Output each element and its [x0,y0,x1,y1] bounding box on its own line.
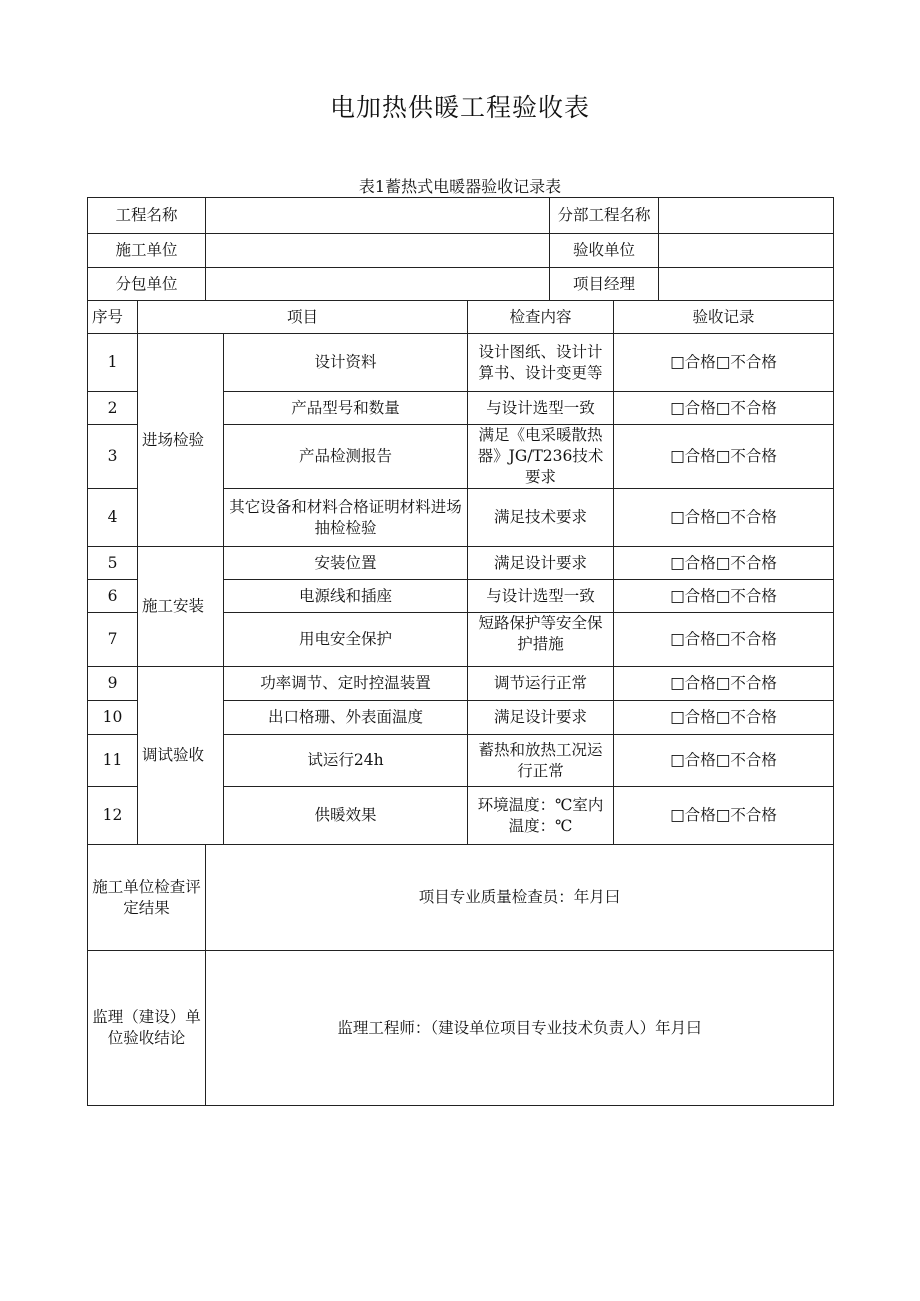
row-item: 供暖效果 [224,787,468,845]
row-content: 与设计选型一致 [468,580,614,613]
row-record[interactable]: □合格□不合格 [614,580,834,613]
row-record[interactable]: □合格□不合格 [614,425,834,489]
header-value[interactable] [206,268,550,301]
column-header-no: 序号 [88,301,138,334]
row-number: 11 [88,735,138,787]
row-content: 蓄热和放热工况运行正常 [468,735,614,787]
row-number: 6 [88,580,138,613]
column-header-item: 项目 [138,301,468,334]
header-row [88,268,834,301]
row-content: 满足设计要求 [468,701,614,735]
column-header-row [88,301,834,334]
supervision-conclusion-label: 监理（建设）单位验收结论 [88,951,206,1106]
row-content: 满足《电采暖散热器》JG/T236技术要求 [468,425,614,489]
row-content: 满足技术要求 [468,489,614,547]
row-record[interactable]: □合格□不合格 [614,334,834,392]
row-record[interactable]: □合格□不合格 [614,735,834,787]
row-number: 10 [88,701,138,735]
header-value[interactable] [206,234,550,268]
row-item: 用电安全保护 [224,613,468,667]
row-number: 7 [88,613,138,667]
row-number: 5 [88,547,138,580]
row-item: 设计资料 [224,334,468,392]
header-label: 分部工程名称 [550,198,659,234]
row-record[interactable]: □合格□不合格 [614,392,834,425]
header-label: 验收单位 [550,234,659,268]
row-item: 功率调节、定时控温装置 [224,667,468,701]
construction-evaluation-row [88,845,834,951]
header-value[interactable] [659,234,834,268]
row-item: 其它设备和材料合格证明材料进场抽检检验 [224,489,468,547]
row-record[interactable]: □合格□不合格 [614,667,834,701]
supervision-conclusion-text[interactable]: 监理工程师：（建设单位项目专业技术负责人）年月曰 [206,951,834,1106]
construction-evaluation-label: 施工单位检查评定结果 [88,845,206,951]
row-item: 安装位置 [224,547,468,580]
header-row [88,198,834,234]
header-value[interactable] [659,268,834,301]
acceptance-table [87,197,834,1106]
column-header-record: 验收记录 [614,301,834,334]
header-label: 施工单位 [88,234,206,268]
row-item: 试运行24h [224,735,468,787]
row-content: 短路保护等安全保护措施 [468,613,614,667]
construction-evaluation-text[interactable]: 项目专业质量检查员：年月曰 [206,845,834,951]
row-item: 出口格珊、外表面温度 [224,701,468,735]
supervision-conclusion-row [88,951,834,1106]
header-label: 工程名称 [88,198,206,234]
row-record[interactable]: □合格□不合格 [614,613,834,667]
row-record[interactable]: □合格□不合格 [614,787,834,845]
row-item: 电源线和插座 [224,580,468,613]
row-content: 满足设计要求 [468,547,614,580]
document-title: 电加热供暖工程验收表 [329,93,590,122]
row-content: 调节运行正常 [468,667,614,701]
header-label: 分包单位 [88,268,206,301]
row-number: 2 [88,392,138,425]
row-content: 与设计选型一致 [468,392,614,425]
header-value[interactable] [659,198,834,234]
row-item: 产品检测报告 [224,425,468,489]
row-number: 3 [88,425,138,489]
row-item: 产品型号和数量 [224,392,468,425]
group-incoming-inspection: 进场检验 [138,334,224,547]
table-row [88,667,834,701]
table-caption: 表1蓄热式电暖器验收记录表 [358,177,562,196]
header-row [88,234,834,268]
table-row [88,334,834,392]
row-content: 环境温度：℃室内温度：℃ [468,787,614,845]
column-header-content: 检查内容 [468,301,614,334]
row-number: 1 [88,334,138,392]
header-label: 项目经理 [550,268,659,301]
row-record[interactable]: □合格□不合格 [614,547,834,580]
row-record[interactable]: □合格□不合格 [614,701,834,735]
group-commissioning-acceptance: 调试验收 [138,667,224,845]
group-construction-installation: 施工安装 [138,547,224,667]
row-number: 9 [88,667,138,701]
row-number: 12 [88,787,138,845]
row-record[interactable]: □合格□不合格 [614,489,834,547]
row-content: 设计图纸、设计计算书、设计变更等 [468,334,614,392]
row-number: 4 [88,489,138,547]
table-row [88,547,834,580]
header-value[interactable] [206,198,550,234]
